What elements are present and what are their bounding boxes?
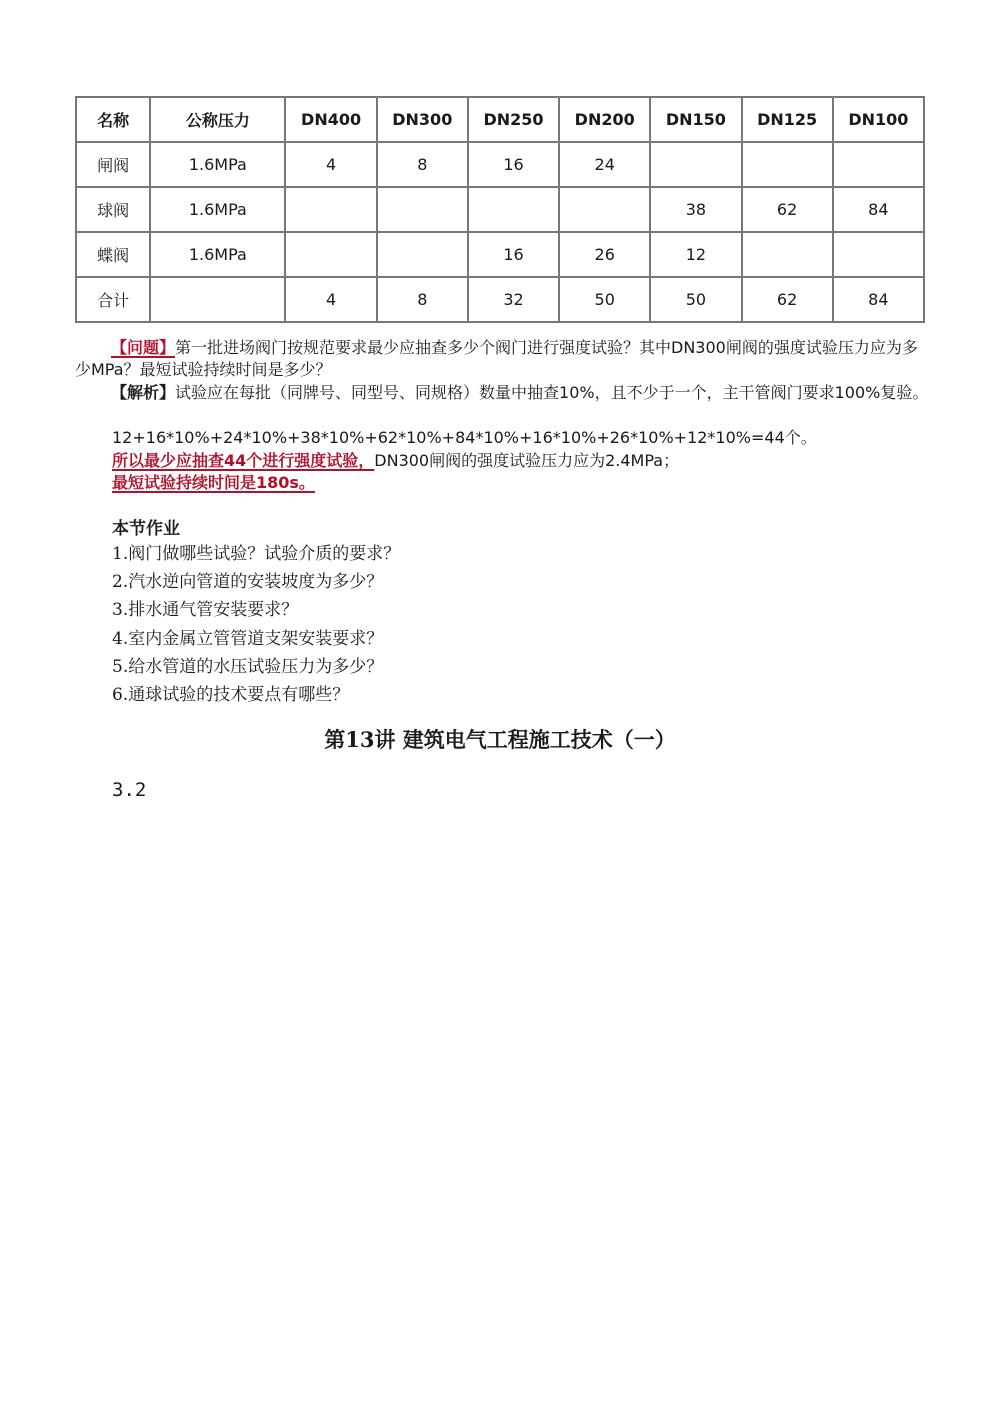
table-cell: 1.6MPa: [150, 232, 285, 277]
duration-highlight: 最短试验持续时间是180s。: [112, 473, 315, 492]
homework-item: 4.室内金属立管管道支架安装要求？: [112, 628, 384, 649]
table-cell: 50: [559, 277, 650, 322]
header-cell: DN200: [559, 97, 650, 142]
table-row: [76, 187, 924, 232]
table-header-row: [76, 97, 924, 142]
homework-item: 6.通球试验的技术要点有哪些？: [112, 685, 350, 706]
table-cell: 1.6MPa: [150, 142, 285, 187]
table-cell: [377, 187, 468, 232]
table-cell: 38: [650, 187, 741, 232]
duration-line: [112, 472, 912, 494]
lecture-title: 第13讲 建筑电气工程施工技术（一）: [324, 727, 676, 752]
table-cell: [468, 187, 559, 232]
table-cell: [150, 277, 285, 322]
table-cell: [377, 232, 468, 277]
section-number: 3.2: [112, 779, 147, 801]
table-row: [76, 142, 924, 187]
header-cell: DN100: [833, 97, 924, 142]
table-cell: [285, 232, 376, 277]
table-cell: 62: [742, 277, 833, 322]
table-cell: 24: [559, 142, 650, 187]
header-cell: DN400: [285, 97, 376, 142]
calculation-formula: 12+16*10%+24*10%+38*10%+62*10%+84*10%+16*10%+26*10%+12*10%=44个。: [112, 428, 817, 447]
table-cell: 12: [650, 232, 741, 277]
table-cell: 8: [377, 142, 468, 187]
table-cell: 球阀: [76, 187, 150, 232]
table-cell: 8: [377, 277, 468, 322]
table-cell: 84: [833, 187, 924, 232]
header-cell: DN250: [468, 97, 559, 142]
table-cell: [559, 187, 650, 232]
table-cell: 62: [742, 187, 833, 232]
table-cell: 蝶阀: [76, 232, 150, 277]
conclusion-line: [112, 450, 912, 472]
header-cell: DN125: [742, 97, 833, 142]
table-cell: 16: [468, 232, 559, 277]
header-cell: 公称压力: [150, 97, 285, 142]
header-cell: DN300: [377, 97, 468, 142]
question-label: 【问题】: [111, 338, 176, 357]
table-cell: [285, 187, 376, 232]
homework-item: 2.汽水逆向管道的安装坡度为多少？: [112, 572, 384, 593]
table-row-total: [76, 277, 924, 322]
question-text: 第一批进场阀门按规范要求最少应抽查多少个阀门进行强度试验？其中DN300闸阀的强度试验压力应为多少MPa？最短试验持续时间是多少？: [75, 338, 918, 379]
analysis-text: 试验应在每批（同牌号、同型号、同规格）数量中抽查10%，且不少于一个，主干管阀门要求100%复验。: [175, 383, 929, 402]
table-row: [76, 232, 924, 277]
table-cell: [833, 232, 924, 277]
table-cell: [742, 142, 833, 187]
table-cell: 合计: [76, 277, 150, 322]
homework-item: 5.给水管道的水压试验压力为多少？: [112, 656, 384, 677]
conclusion-highlight: 所以最少应抽查44个进行强度试验，: [112, 451, 375, 470]
homework-item: 1.阀门做哪些试验？试验介质的要求？: [112, 544, 401, 564]
homework-list: [112, 540, 400, 709]
table-cell: 26: [559, 232, 650, 277]
analysis-paragraph: [75, 382, 930, 404]
table-cell: 1.6MPa: [150, 187, 285, 232]
analysis-label: 【解析】: [111, 383, 176, 402]
table-cell: 32: [468, 277, 559, 322]
conclusion-rest: DN300闸阀的强度试验压力应为2.4MPa；: [374, 451, 680, 470]
table-cell: [833, 142, 924, 187]
homework-item: 3.排水通气管安装要求？: [112, 600, 299, 621]
table-cell: [650, 142, 741, 187]
table-cell: 4: [285, 142, 376, 187]
table-cell: 闸阀: [76, 142, 150, 187]
header-cell: 名称: [76, 97, 150, 142]
table-cell: 4: [285, 277, 376, 322]
question-paragraph: [75, 337, 930, 381]
valve-table: [75, 96, 925, 323]
table-cell: 50: [650, 277, 741, 322]
table-cell: 84: [833, 277, 924, 322]
header-cell: DN150: [650, 97, 741, 142]
table-cell: 16: [468, 142, 559, 187]
table-cell: [742, 232, 833, 277]
homework-title: 本节作业: [112, 519, 180, 539]
